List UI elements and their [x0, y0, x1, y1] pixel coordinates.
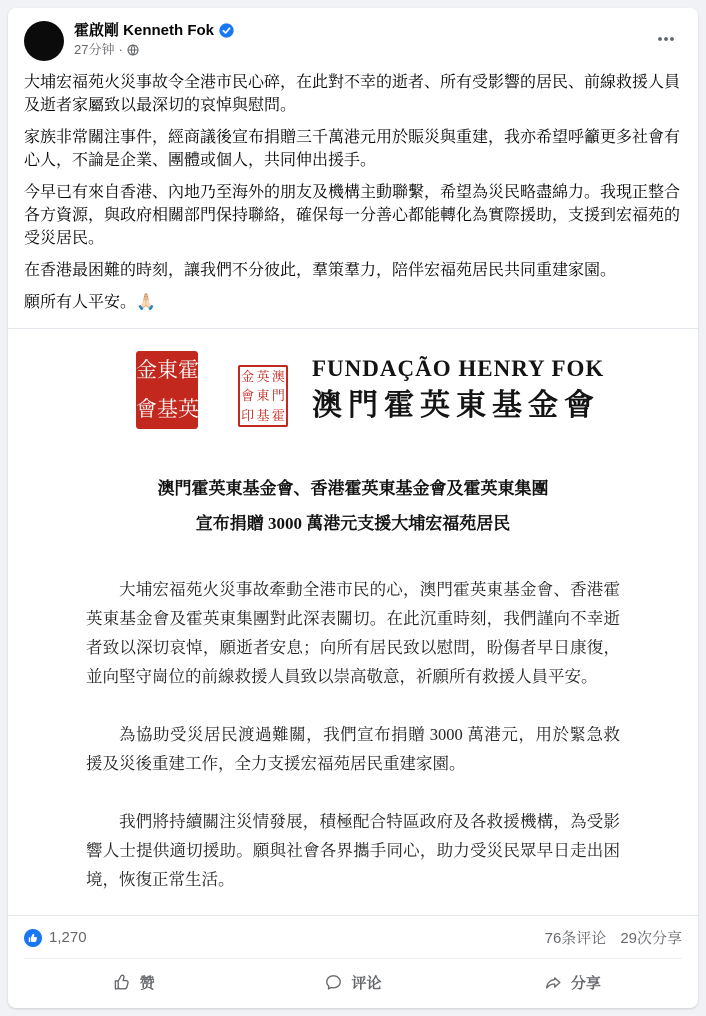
like-button[interactable] — [24, 962, 243, 1002]
foundation-name-block — [312, 355, 604, 426]
announcement-title-line1: 澳門霍英東基金會、香港霍英東基金會及霍英東集團 — [157, 479, 549, 498]
seal-char: 印 — [241, 407, 255, 423]
seal-char: 基 — [256, 407, 270, 423]
post-paragraph: 家族非常關注事件，經商議後宣布捐贈三千萬港元用於賑災與重建，我亦希望呼籲更多社會有心人，不論是企業、團體或個人，共同伸出援手。 — [24, 129, 681, 169]
meta-separator: · — [118, 42, 123, 57]
stats-row — [24, 916, 682, 958]
share-button[interactable] — [463, 962, 682, 1002]
seal-char: 霍 — [178, 358, 199, 382]
seal-char: 英 — [256, 369, 270, 385]
thumbs-up-icon — [113, 973, 132, 992]
post-footer — [8, 916, 698, 1008]
share-button-label: 分享 — [570, 974, 601, 992]
seal-char: 會 — [136, 397, 157, 421]
red-seal-stamp-primary — [136, 351, 198, 429]
announcement-paragraph: 我們將持續關注災情發展，積極配合特區政府及各救援機構，為受影響人士提供適切援助。願與社會各界攜手同心，助力受災民眾早日走出困境，恢復正常生活。 — [86, 812, 620, 889]
avatar[interactable] — [24, 21, 64, 61]
comment-bubble-icon — [324, 973, 343, 992]
post-text — [8, 67, 698, 328]
post-paragraph: 今早已有來自香港、內地乃至海外的朋友及機構主動聯繫，希望為災民略盡綿力。我現正整合各方資源，與政府相關部門保持聯絡，確保每一分善心都能轉化為實際援助，支援到宏福苑的受災居民。 — [24, 184, 681, 247]
comment-button-label: 评论 — [351, 974, 382, 992]
seal-char: 金 — [241, 369, 255, 385]
reactions-summary[interactable] — [24, 929, 87, 947]
post-paragraph: 大埔宏福苑火災事故令全港市民心碎，在此對不幸的逝者、所有受影響的居民、前線救援人員及逝者家屬致以最深切的哀悼與慰問。 — [24, 74, 681, 114]
like-reaction-icon — [24, 929, 42, 947]
foundation-name-en: FUNDAÇÃO HENRY FOK — [312, 356, 605, 381]
post-header — [8, 8, 698, 67]
announcement-body — [86, 575, 620, 894]
announcement-title-line2: 宣布捐贈 3000 萬港元支援大埔宏福苑居民 — [195, 514, 511, 533]
post-paragraph: 在香港最困難的時刻，讓我們不分彼此，羣策羣力，陪伴宏福苑居民共同重建家園。 — [24, 262, 617, 279]
seal-char: 會 — [241, 388, 255, 404]
verified-badge-icon — [219, 23, 234, 38]
foundation-name-zh: 澳門霍英東基金會 — [312, 389, 600, 422]
shares-count[interactable]: 29次分享 — [620, 930, 682, 947]
author-name[interactable]: 霍啟剛 Kenneth Fok — [74, 22, 215, 39]
seal-char: 澳 — [271, 369, 285, 385]
post-paragraph: 願所有人平安。🙏🏻 — [24, 294, 156, 311]
seal-char: 門 — [271, 388, 285, 404]
ellipsis-icon — [656, 29, 676, 49]
counts-group — [545, 927, 682, 948]
like-button-label: 赞 — [139, 974, 155, 992]
facebook-post-card — [8, 8, 698, 1008]
reaction-count[interactable]: 1,270 — [49, 929, 87, 946]
seal-char: 金 — [136, 358, 157, 382]
seal-char: 東 — [157, 358, 178, 382]
seal-char: 霍 — [271, 407, 285, 423]
timestamp[interactable]: 27分钟 — [74, 42, 115, 57]
comments-count[interactable]: 76条评论 — [544, 930, 607, 947]
seal-char: 基 — [157, 397, 178, 421]
red-seal-stamp-secondary — [238, 365, 288, 427]
attachment-letterhead — [8, 329, 698, 429]
seal-char: 東 — [256, 388, 270, 404]
share-arrow-icon — [544, 973, 563, 992]
more-options-button[interactable] — [650, 23, 682, 55]
actions-row — [24, 958, 682, 1002]
announcement-title — [8, 471, 698, 541]
header-text — [74, 21, 650, 58]
announcement-paragraph: 大埔宏福苑火災事故牽動全港市民的心，澳門霍英東基金會、香港霍英東基金會及霍英東集團對此深表關切。在此沉重時刻，我們謹向不幸逝者致以深切哀悼，願逝者安息；向所有居民致以慰問，盼傷者早日康復，並向堅守崗位的前線救援人員致以崇高敬意，祈願所有救援人員平安。 — [86, 580, 620, 686]
comment-button[interactable] — [243, 962, 462, 1002]
seal-char: 英 — [178, 397, 199, 421]
globe-privacy-icon — [127, 44, 139, 56]
announcement-paragraph: 為協助受災居民渡過難關，我們宣布捐贈 3000 萬港元，用於緊急救援及災後重建工作，全力支援宏福苑居民重建家園。 — [86, 725, 620, 773]
post-image-attachment[interactable] — [8, 328, 698, 916]
